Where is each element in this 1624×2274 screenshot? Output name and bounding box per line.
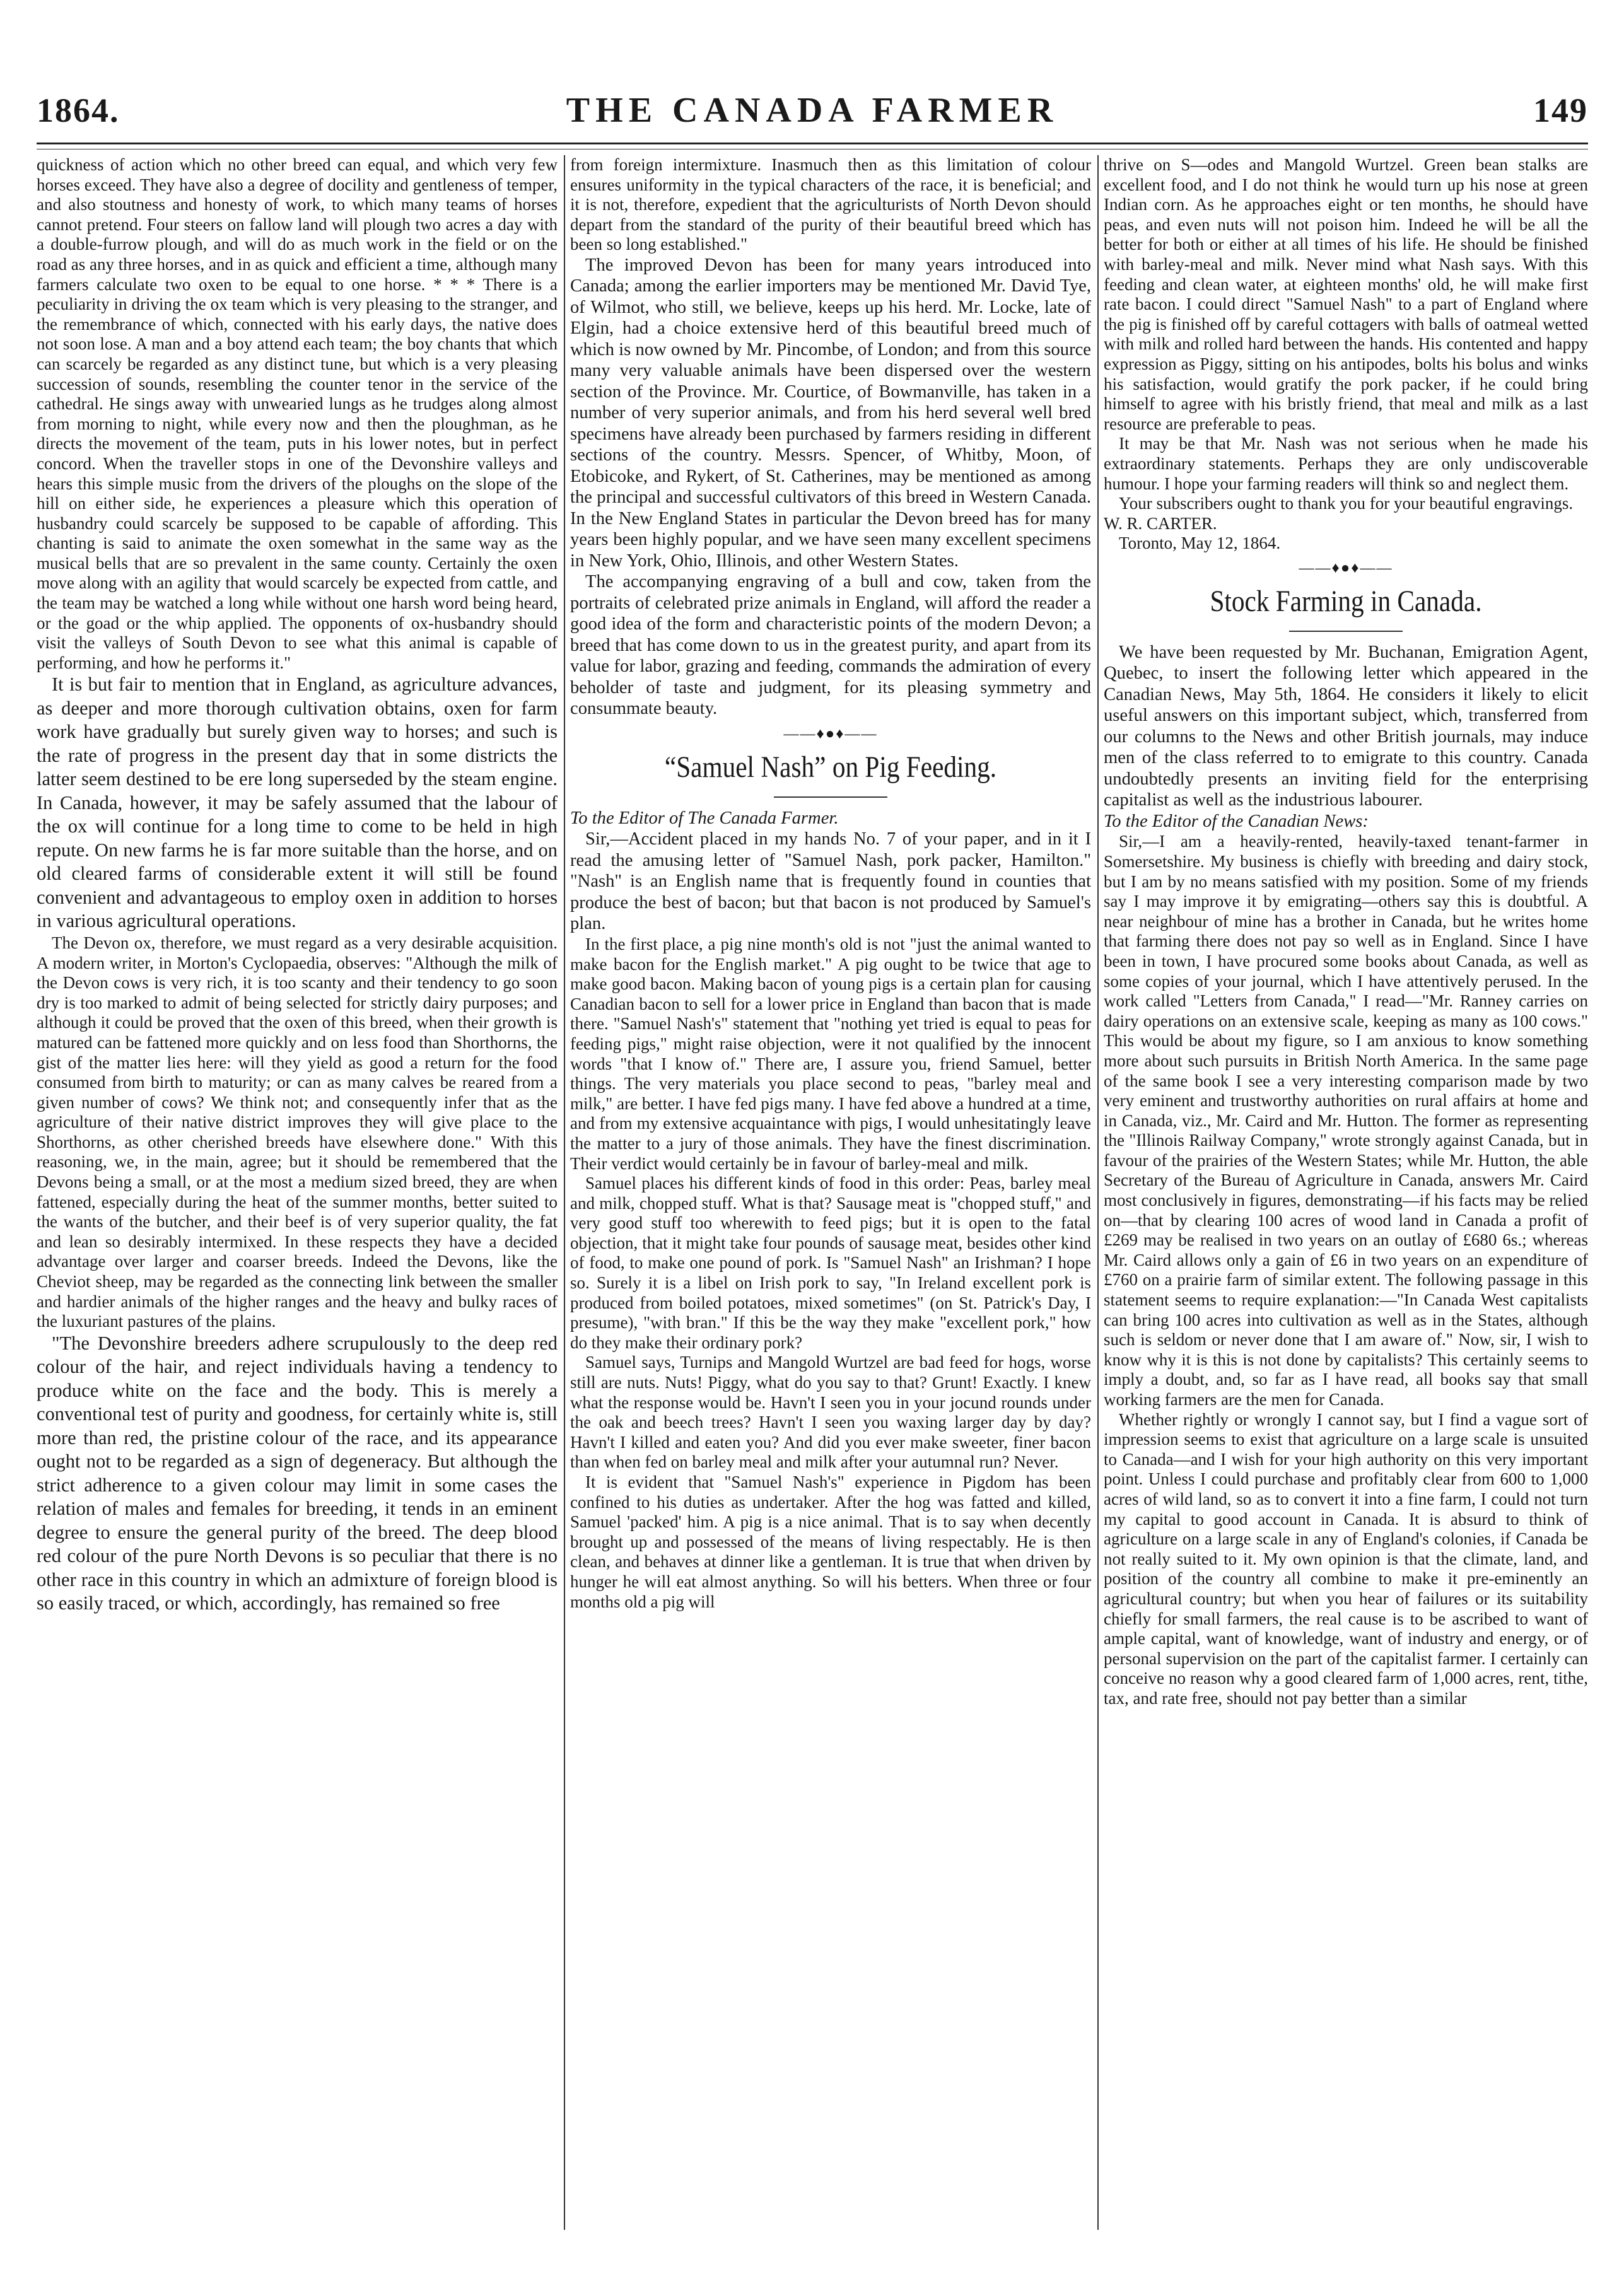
letter-paragraph: It is evident that "Samuel Nash's" experience in Pigdom has been confined to his duties as undertaker. After the hog was fatted and killed, Samuel 'packed' him. A pig is a nice animal. That is to say when decently brought up and possessed of the means of living respectably. He is then clean, and behaves at dinner like a gentleman. It is true that when driven by hunger he will eat almost anything. So will his betters. When three or four months old a pig will — [570, 1472, 1091, 1611]
column-divider — [1097, 155, 1099, 2230]
heading-rule — [1289, 631, 1403, 632]
letter-paragraph: It may be that Mr. Nash was not serious when he made his extraordinary statements. Perhaps they are only undiscoverable humour. I hope your farming readers will think so and neglect them. — [1104, 434, 1588, 493]
letter-paragraph: thrive on S—odes and Mangold Wurtzel. Green bean stalks are excellent food, and I do not think he would turn up his nose at green Indian corn. As he approaches eight or ten months, he should have peas, and even nuts will not poison him. Indeed he will be all the better for both or either at all times of his life. He should be finished with barley-meal and milk. Never mind what Nash says. With this feeding and clean water, at eighteen months' old, he will make first rate bacon. I could direct "Samuel Nash" to a part of England where the pig is finished off by careful cottagers with balls of oatmeal wetted with milk and rolled hard between the hands. His contented and happy expression as Piggy, sitting on his antipodes, bolts his bolus and winks his satisfaction, would gratify the pork packer, if he could bring himself to agree with his bristly friend, that meal and milk as a last resource are preferable to peas. — [1104, 155, 1588, 433]
column-1 — [37, 155, 558, 2236]
heading-rule — [774, 796, 887, 798]
page-columns — [37, 155, 1588, 2236]
page-number: 149 — [1533, 91, 1588, 129]
article-heading: Stock Farming in Canada. — [1210, 584, 1482, 618]
newspaper-title: THE CANADA FARMER — [566, 91, 1059, 130]
letter-paragraph: Sir,—I am a heavily-rented, heavily-taxed tenant-farmer in Somersetshire. My business is chiefly with breeding and dairy stock, but I am by no means satisfied with my position. Some of my friends say I may improve it by emigrating—others say this is doubtful. A near neighbour of mine has a brother in Canada, but he writes home that farming there does not pay so well as in England. Since I have been in town, I have procured some books about Canada, as well as some copies of your journal, which I have attentively perused. In the work called "Letters from Canada," I read—"Mr. Ranney carries on dairy operations on an extensive scale, keeping as many as 100 cows." This would be about my figure, so I am anxious to know something more about such pursuits in British North America. In the same page of the same book I see a very interesting comparison made by two very eminent and trustworthy authorities on rural affairs at home and in Canada, viz., Mr. Caird and Mr. Hutton. The former as representing the "Illinois Railway Company," wrote strongly against Canada, but in favour of the prairies of the Western States; while Mr. Hutton, the able Secretary of the Bureau of Agriculture in Canada, answers Mr. Caird most conclusively in figures, demonstrating—if his facts may be relied on—that by clearing 100 acres of wood land in Canada a profit of £269 may be realised in two years on an outlay of £680 6s.; whereas Mr. Caird allows only a gain of £6 in two years on an expenditure of £760 on a prairie farm of similar extent. The following passage in this statement seems to require explanation:—"In Canada West capitalists can bring 100 acres into cultivation as well as in the States, although such is seldom or never done that I am aware of." Now, sir, I wish to know why it is this is not done by capitalists? This certainly seems to imply a doubt, and, so far as I have read, all books say that small working farmers are the men for Canada. — [1104, 832, 1588, 1409]
letter-signature: W. R. CARTER. — [1104, 513, 1217, 533]
article-paragraph: The improved Devon has been for many years introduced into Canada; among the earlier importers may be mentioned Mr. David Tye, of Wilmot, who still, we believe, keeps up his herd. Mr. Locke, late of Elgin, had a choice extensive herd of this beautiful breed much of which is now owned by Mr. Pincombe, of London; and from this source many very valuable animals have been dispersed over the western section of the Province. Mr. Courtice, of Bowmanville, has taken in a number of very superior animals, and from his herd several well bred specimens have already been purchased by farmers residing in different sections of the country. Messrs. Spencer, of Whitby, Moon, of Etobicoke, and Rykert, of St. Catherines, may be mentioned as among the principal and successful cultivators of this breed in Western Canada. In the New England States in particular the Devon breed has for many years been highly popular, and we have seen many excellent specimens in New York, Ohio, Illinois, and other Western States. — [570, 255, 1091, 571]
column-divider — [564, 155, 565, 2230]
letter-salutation: To the Editor of the Canadian News: — [1104, 811, 1369, 831]
article-heading: “Samuel Nash” on Pig Feeding. — [664, 750, 997, 784]
article-paragraph: We have been requested by Mr. Buchanan, Emigration Agent, Quebec, to insert the following letter which appeared in the Canadian News, May 5th, 1864. He considers it likely to elicit useful answers on this important subject, which, transferred from our columns to the News and other British journals, may induce men of the class referred to to emigrate to this country. Canada undoubtedly presents an inviting field for the enterprising capitalist as well as the industrious labourer. — [1104, 642, 1588, 810]
column-2 — [570, 155, 1091, 2236]
letter-paragraph: Whether rightly or wrongly I cannot say, but I find a vague sort of impression seems to exist that agriculture on a large scale is unsuited to Canada—and I wish for your high authority on this very important point. Unless I could purchase and profitably clear from 600 to 1,000 acres of wild land, so as to convert it into a fine farm, I could not turn my capital to good account in Canada. It is absurd to think of agriculture on a large scale in any of England's colonies, if Canada be not really suited to it. My own opinion is that the climate, land, and position of the country all combine to make it pre-eminently an agricultural country; but when you hear of failures or its suitability chiefly for small farmers, the real cause is to be ascribed to want of ample capital, want of knowledge, want of industry and energy, or of personal supervision on the part of the capitalist farmer. I certainly can conceive no reason why a good cleared farm of 1,000 acres, rent, tithe, tax, and rate free, should not pay better than a similar — [1104, 1409, 1588, 1708]
article-paragraph: The Devon ox, therefore, we must regard as a very desirable acquisition. A modern writer, in Morton's Cyclopaedia, observes: "Although the milk of the Devon cows is very rich, it is too scanty and their tendency to go soon dry is too marked to admit of being selected for strictly dairy purposes; and although it could be proved that the oxen of this breed, when their growth is matured can be fattened more quickly and on less food than Shorthorns, the gist of the matter lies here: will they yield as good a return for the food consumed from birth to maturity; or can as many calves be reared from a given number of cows? We think not; and consequently infer that as the agriculture of their native district improves they will give place to the Shorthorns, as other cherished breeds have elsewhere done." With this reasoning, we, in the main, agree; but it should be remembered that the Devons being a small, or at the most a medium sized breed, they are when fattened, especially during the heat of the summer months, better suited to the wants of the butcher, and their beef is of very superior quality, the fat and lean so desirably intermixed. In these respects they have a decided advantage over larger and coarser breeds. Indeed the Devons, like the Cheviot sheep, may be regarded as the connecting link between the smaller and hardier animals of the higher ranges and the heavy and bulky races of the luxuriant pastures of the plains. — [37, 933, 558, 1331]
letter-paragraph: Your subscribers ought to thank you for your beautiful engravings. — [1119, 494, 1574, 513]
letter-paragraph: Samuel says, Turnips and Mangold Wurtzel are bad feed for hogs, worse still are nuts. Nuts! Piggy, what do you say to that? Grunt! Exactly. I knew what the response would be. Havn't I seen you in your jocund rounds under the oak and beech trees? Havn't I seen you waxing larger day by day? Havn't I killed and eaten you? And did you ever make sweeter, finer bacon than when fed on barley meal and milk after your autumnal run? Never. — [570, 1353, 1091, 1472]
article-paragraph: from foreign intermixture. Inasmuch then as this limitation of colour ensures uniformity in the typical characters of the race, it is beneficial; and it is not, therefore, expedient that the agriculturists of North Devon should depart from the standard of the purity of their beautiful breed which has been so long established." — [570, 155, 1091, 254]
letter-paragraph: Sir,—Accident placed in my hands No. 7 of your paper, and in it I read the amusing letter of "Samuel Nash, pork packer, Hamilton." "Nash" is an English name that is frequently found in counties that produce the best of bacon; but that bacon is not produced by Samuel's plan. — [570, 829, 1091, 934]
article-paragraph: The accompanying engraving of a bull and cow, taken from the portraits of celebrated prize animals in England, will afford the reader a good idea of the form and characteristic points of the modern Devon; a breed that has come down to us in the greatest purity, and apart from its value for labor, grazing and feeding, commands the admiration of every beholder of taste and judgment, for its pleasing symmetry and consummate beauty. — [570, 572, 1091, 719]
letter-dateline: Toronto, May 12, 1864. — [1119, 534, 1281, 553]
masthead-year: 1864. — [37, 91, 120, 129]
article-paragraph: quickness of action which no other breed can equal, and which very few horses exceed. They have also a degree of docility and gentleness of temper, and also stoutness and honesty of work, to which many teams of horses cannot pretend. Four steers on fallow land will plough two acres a day with a double-furrow plough, and will do as much work in the field or on the road as any three horses, and in as quick and efficient a time, although many farmers calculate two oxen to be equal to one horse. * * * There is a peculiarity in driving the ox team which is very pleasing to the stranger, and the remembrance of which, connected with his early days, the native does not soon lose. A man and a boy attend each team; the boy chants that which can scarcely be regarded as any distinct tune, but which is a very pleasing succession of sounds, resembling the counter tenor in the service of the cathedral. He sings away with unwearied lungs as he trudges along almost from morning to night, while every now and then the ploughman, as he directs the movement of the team, puts in his lower notes, but in perfect concord. When the traveller stops in one of the Devonshire valleys and hears this simple music from the drivers of the ploughs on the slope of the hill on either side, he experiences a pleasure which this operation of husbandry could scarcely be supposed to be capable of affording. This chanting is said to animate the oxen somewhat in the same way as the musical bells that are so prevalent in the same county. Certainly the oxen move along with an agility that would scarcely be expected from cattle, and the team may be watched a long while without one harsh word being heard, or the goad or the whip applied. The opponents of ox-husbandry should visit the valleys of South Devon to see what this animal is capable of performing, and how he performs it." — [37, 155, 558, 672]
letter-paragraph: Samuel places his different kinds of food in this order: Peas, barley meal and milk, chopped stuff. What is that? Sausage meat is "chopped stuff," and very good stuff too wherewith to feed pigs; but it is open to the fatal objection, that it might take four pounds of sausage meat, besides other kind of food, to make one pound of pork. Is "Samuel Nash" an Irishman? I hope so. Surely it is a libel on Irish pork to say, "In Ireland excellent pork is produced from boiled potatoes, mixed sometimes" (on St. Patrick's Day, I presume), "with bran." If this be the way they make "excellent pork," how do they make their ordinary pork? — [570, 1174, 1091, 1352]
column-3 — [1104, 155, 1588, 2236]
article-paragraph: It is but fair to mention that in England, as agriculture advances, as deeper and more thorough cultivation obtains, oxen for farm work have gradually but surely given way to horses; and such is the rate of progress in the present day that in some districts the latter seem destined to be ere long superseded by the steam engine. In Canada, however, it may be safely assumed that the labour of the ox will continue for a long time to come to be held in high repute. On new farms he is far more suitable than the horse, and on old cleared farms of considerable extent it will still be found convenient and advantageous to employ oxen in addition to horses in various agricultural operations. — [37, 673, 558, 932]
masthead-rule — [37, 143, 1588, 144]
letter-salutation: To the Editor of The Canada Farmer. — [570, 808, 839, 828]
article-paragraph: "The Devonshire breeders adhere scrupulously to the deep red colour of the hair, and reject individuals having a tendency to produce white on the face and the body. This is merely a conventional test of purity and goodness, for certainly white is, still more than red, the pristine colour of the race, and its appearance ought not to be regarded as a sign of degeneracy. But although the strict adherence to a given colour may limit in some cases the relation of males and females for breeding, it tends in an eminent degree to ensure the general purity of the breed. The deep blood red colour of the pure North Devons is so peculiar that there is no other race in this country in which an admixture of foreign blood is so easily traced, or which, accordingly, has remained so free — [37, 1332, 558, 1614]
masthead — [37, 83, 1588, 140]
letter-paragraph: In the first place, a pig nine month's old is not "just the animal wanted to make bacon for the English market." A pig ought to be twice that age to make good bacon. Making bacon of young pigs is a certain plan for causing Canadian bacon to sell for a lower price in England than bacon that is made there. "Samuel Nash's" statement that "nothing yet tried is equal to peas for feeding pigs," might raise objection, were it not qualified by the innocent words "that I know of." There are, I assure you, friend Samuel, better things. The very materials you place second to peas, "barley meal and milk," are better. I have fed pigs many. I have fed above a hundred at a time, and from my extensive acquaintance with pigs, I would unhesitatingly leave the matter to a jury of those animals. They have the finest discrimination. Their verdict would certainly be in favour of barley-meal and milk. — [570, 934, 1091, 1173]
section-ornament: ——♦●♦—— — [1299, 559, 1393, 576]
section-ornament: ——♦●♦—— — [783, 725, 878, 742]
